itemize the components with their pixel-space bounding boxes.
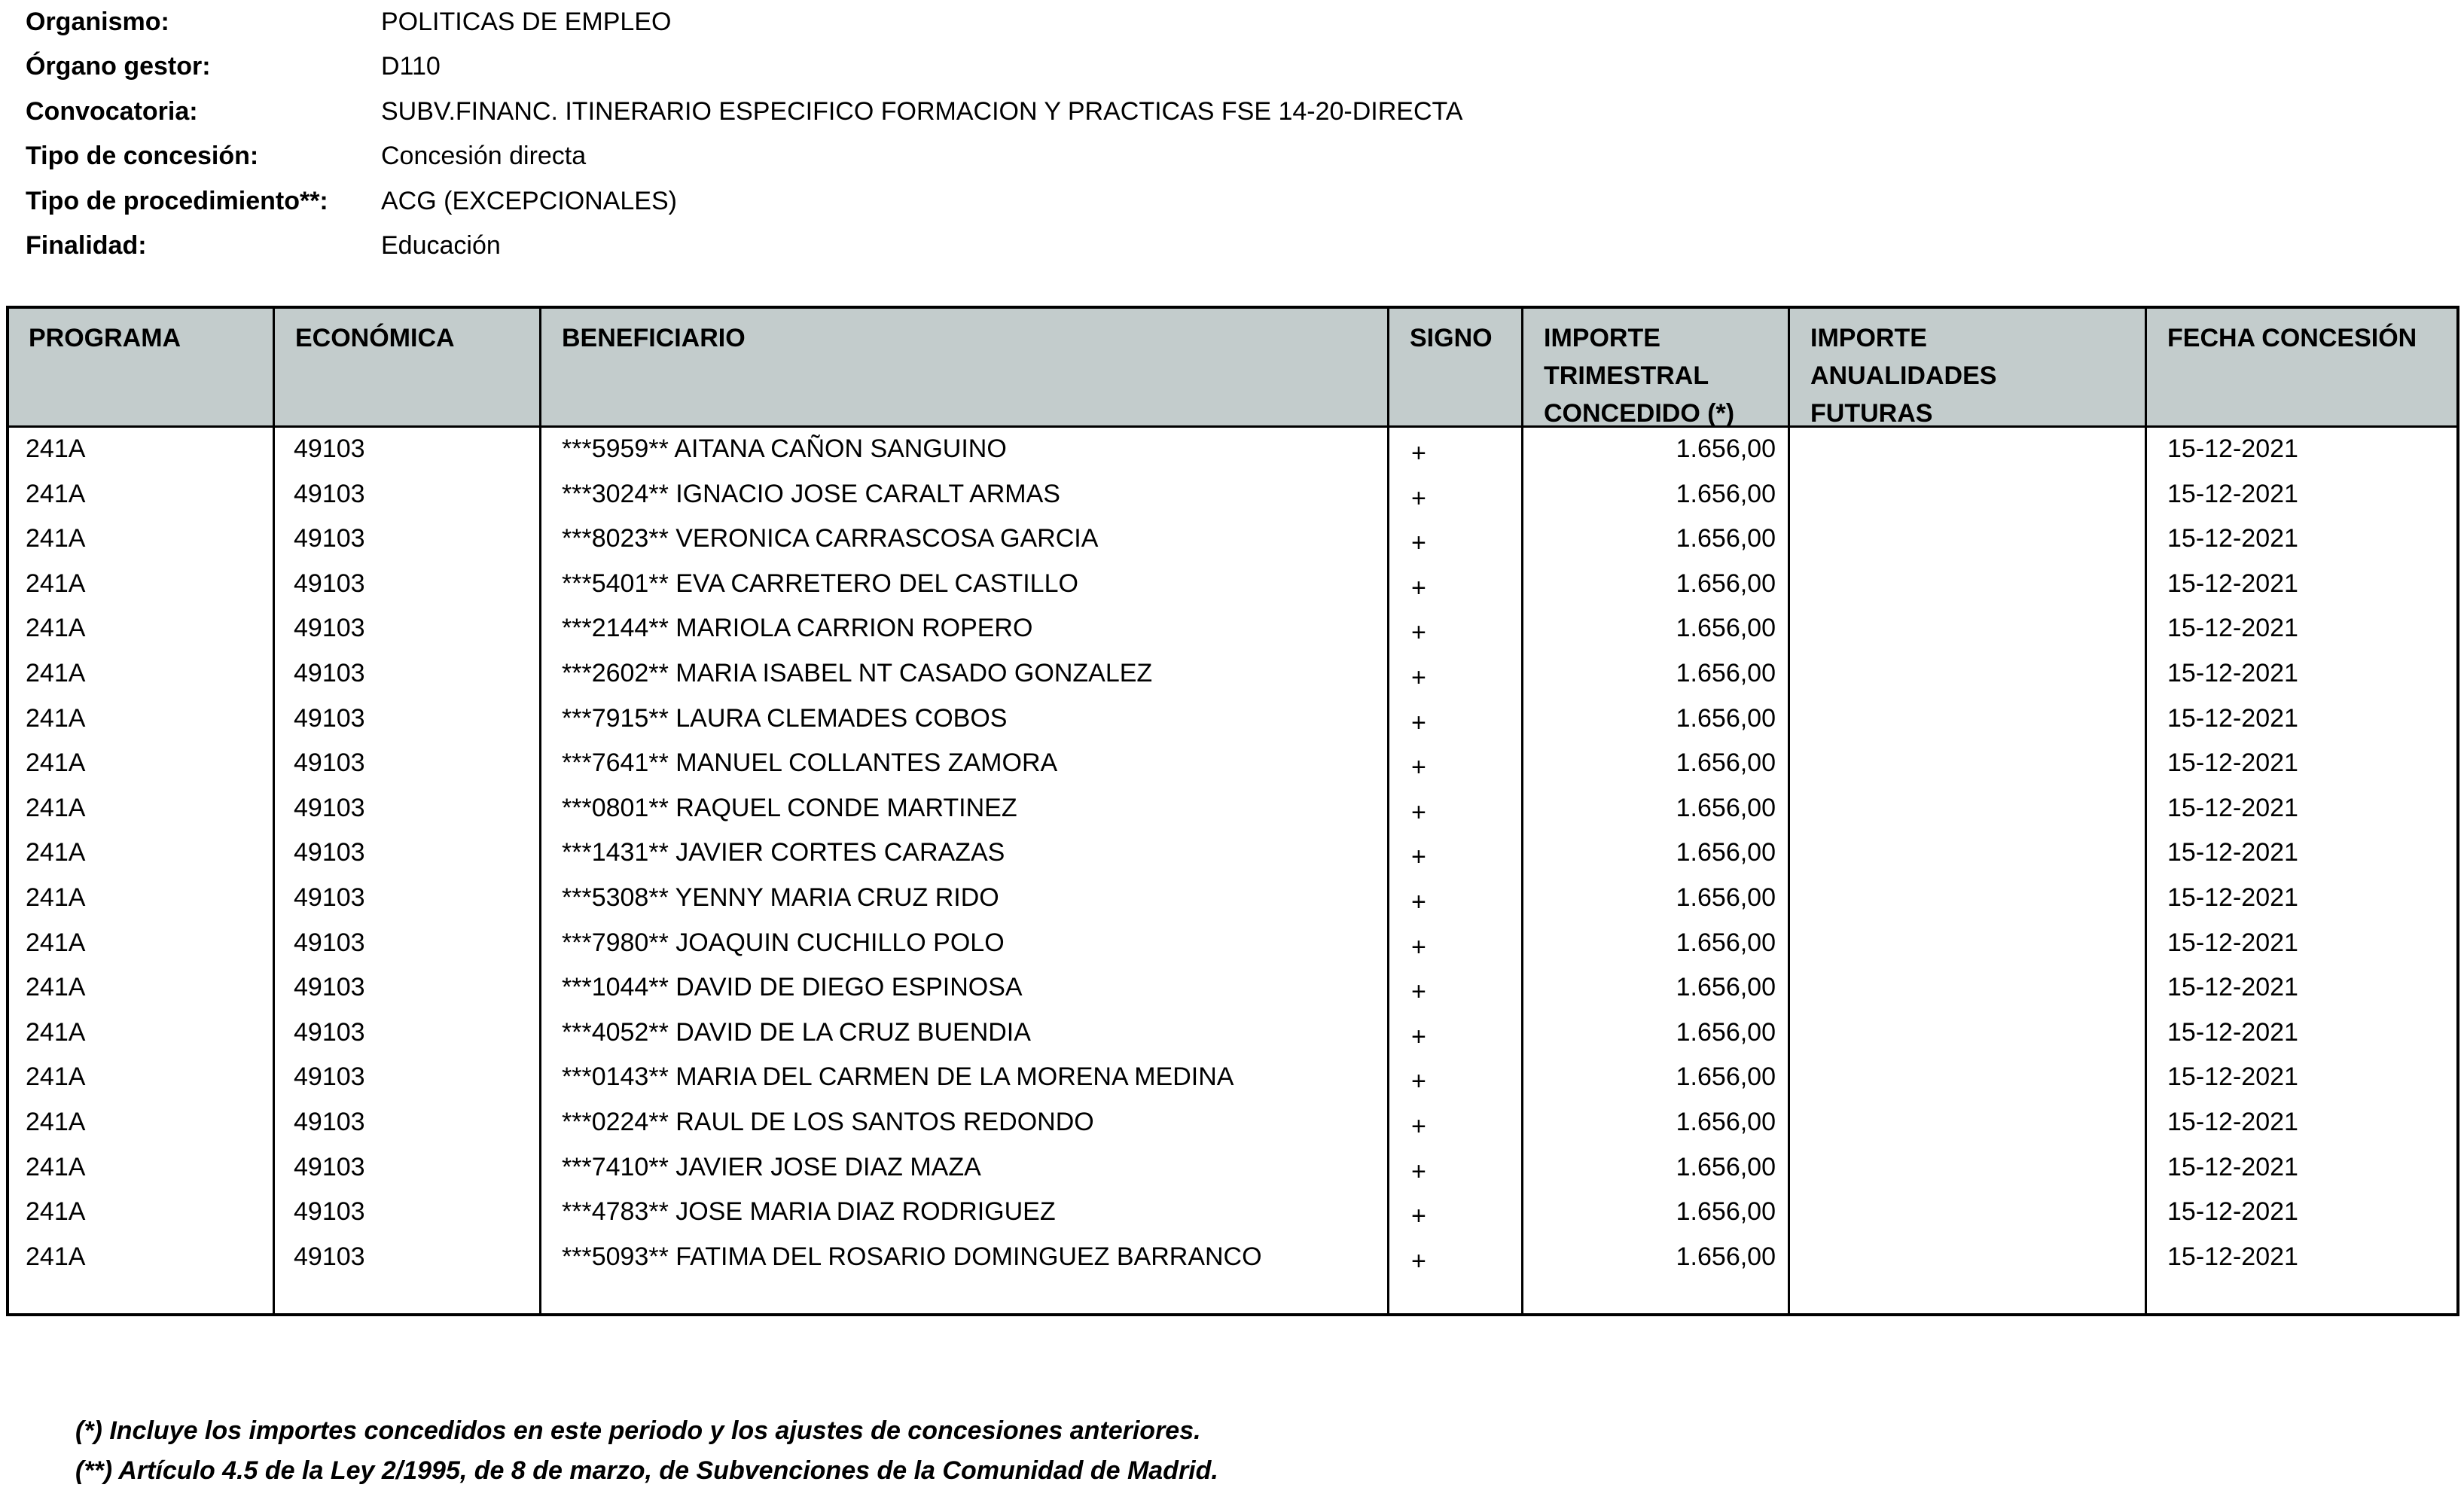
cell-fecha-concesion: 15-12-2021 [2167,928,2298,957]
cell-beneficiario: ***4052** DAVID DE LA CRUZ BUENDIA [562,1017,1031,1047]
table-row [9,1146,2456,1191]
cell-beneficiario: ***5093** FATIMA DEL ROSARIO DOMINGUEZ BARRANCO [562,1242,1262,1271]
cell-economica: 49103 [294,928,365,957]
cell-signo: + [1411,439,1426,468]
cell-importe-trimestral: 1.656,00 [1676,524,1776,553]
cell-fecha-concesion: 15-12-2021 [2167,434,2298,463]
cell-signo: + [1411,1067,1426,1096]
cell-fecha-concesion: 15-12-2021 [2167,748,2298,778]
cell-signo: + [1411,663,1426,692]
cell-programa: 241A [26,1242,86,1271]
cell-fecha-concesion: 15-12-2021 [2167,973,2298,1002]
footnote-ley: (**) Artículo 4.5 de la Ley 2/1995, de 8 de marzo, de Subvenciones de la Comunidad de Madrid. [75,1456,1218,1485]
cell-economica: 49103 [294,703,365,733]
cell-economica: 49103 [294,434,365,463]
grants-table [6,306,2459,1316]
cell-economica: 49103 [294,793,365,822]
cell-economica: 49103 [294,973,365,1002]
cell-importe-trimestral: 1.656,00 [1676,569,1776,598]
cell-economica: 49103 [294,569,365,598]
cell-beneficiario: ***0801** RAQUEL CONDE MARTINEZ [562,793,1017,822]
cell-importe-trimestral: 1.656,00 [1676,1107,1776,1136]
cell-fecha-concesion: 15-12-2021 [2167,479,2298,508]
cell-fecha-concesion: 15-12-2021 [2167,1107,2298,1136]
column-header-signo: SIGNO [1410,324,1493,352]
cell-programa: 241A [26,973,86,1002]
field-value: Concesión directa [381,142,587,171]
table-row [9,1011,2456,1056]
cell-signo: + [1411,887,1426,916]
table-header [9,309,2456,428]
table-row [9,607,2456,652]
cell-economica: 49103 [294,524,365,553]
cell-fecha-concesion: 15-12-2021 [2167,1062,2298,1092]
table-row [9,517,2456,562]
cell-beneficiario: ***7410** JAVIER JOSE DIAZ MAZA [562,1152,981,1181]
table-row [9,1056,2456,1101]
cell-beneficiario: ***7980** JOAQUIN CUCHILLO POLO [562,928,1005,957]
cell-economica: 49103 [294,1062,365,1092]
column-header-programa: PROGRAMA [29,324,181,352]
cell-importe-trimestral: 1.656,00 [1676,614,1776,643]
cell-importe-trimestral: 1.656,00 [1676,973,1776,1002]
cell-programa: 241A [26,703,86,733]
table-row [9,697,2456,742]
cell-signo: + [1411,618,1426,648]
footnote-importes: (*) Incluye los importes concedidos en este periodo y los ajustes de concesiones anteriores. [75,1416,1201,1445]
field-label: Organismo: [26,8,169,36]
table-row [9,473,2456,518]
cell-beneficiario: ***2602** MARIA ISABEL NT CASADO GONZALEZ [562,658,1153,687]
cell-fecha-concesion: 15-12-2021 [2167,614,2298,643]
cell-signo: + [1411,932,1426,962]
cell-programa: 241A [26,658,86,687]
cell-importe-trimestral: 1.656,00 [1676,1242,1776,1271]
cell-economica: 49103 [294,479,365,508]
cell-importe-trimestral: 1.656,00 [1676,658,1776,687]
column-header-beneficiario: BENEFICIARIO [562,324,746,352]
field-value: Educación [381,230,501,260]
cell-economica: 49103 [294,1107,365,1136]
table-row [9,742,2456,787]
cell-programa: 241A [26,614,86,643]
field-value: ACG (EXCEPCIONALES) [381,186,677,215]
cell-economica: 49103 [294,614,365,643]
field-label: Órgano gestor: [26,52,211,81]
cell-signo: + [1411,1111,1426,1141]
cell-signo: + [1411,1246,1426,1276]
cell-beneficiario: ***5308** YENNY MARIA CRUZ RIDO [562,883,999,912]
cell-programa: 241A [26,524,86,553]
cell-signo: + [1411,977,1426,1007]
cell-economica: 49103 [294,1152,365,1181]
cell-programa: 241A [26,928,86,957]
cell-economica: 49103 [294,883,365,912]
cell-beneficiario: ***4783** JOSE MARIA DIAZ RODRIGUEZ [562,1197,1056,1227]
cell-beneficiario: ***1044** DAVID DE DIEGO ESPINOSA [562,973,1023,1002]
cell-economica: 49103 [294,658,365,687]
cell-programa: 241A [26,793,86,822]
cell-fecha-concesion: 15-12-2021 [2167,524,2298,553]
field-label: Convocatoria: [26,96,198,126]
cell-fecha-concesion: 15-12-2021 [2167,1242,2298,1271]
column-header-importe-trimestral: IMPORTE TRIMESTRAL CONCEDIDO (*) [1544,324,1735,428]
cell-beneficiario: ***1431** JAVIER CORTES CARAZAS [562,838,1005,867]
table-row [9,787,2456,832]
table-row [9,876,2456,922]
cell-programa: 241A [26,748,86,778]
table-row [9,652,2456,697]
cell-beneficiario: ***7641** MANUEL COLLANTES ZAMORA [562,748,1058,778]
cell-signo: + [1411,529,1426,558]
cell-programa: 241A [26,479,86,508]
cell-programa: 241A [26,434,86,463]
cell-signo: + [1411,1157,1426,1186]
column-header-importe-anualidades: IMPORTE ANUALIDADES FUTURAS [1810,324,1997,428]
cell-beneficiario: ***7915** LAURA CLEMADES COBOS [562,703,1008,733]
cell-fecha-concesion: 15-12-2021 [2167,569,2298,598]
cell-programa: 241A [26,1062,86,1092]
cell-importe-trimestral: 1.656,00 [1676,1152,1776,1181]
column-header-fecha-concesion: FECHA CONCESIÓN [2167,324,2417,352]
cell-economica: 49103 [294,838,365,867]
cell-beneficiario: ***2144** MARIOLA CARRION ROPERO [562,614,1033,643]
cell-programa: 241A [26,1197,86,1227]
cell-importe-trimestral: 1.656,00 [1676,1017,1776,1047]
column-header-economica: ECONÓMICA [295,324,455,352]
cell-signo: + [1411,708,1426,737]
cell-economica: 49103 [294,1242,365,1271]
table-row [9,562,2456,608]
table-body [9,428,2456,1280]
table-row [9,966,2456,1011]
cell-signo: + [1411,1022,1426,1051]
cell-fecha-concesion: 15-12-2021 [2167,658,2298,687]
cell-economica: 49103 [294,1017,365,1047]
cell-importe-trimestral: 1.656,00 [1676,928,1776,957]
field-label: Tipo de procedimiento**: [26,186,328,215]
cell-beneficiario: ***5959** AITANA CAÑON SANGUINO [562,434,1007,463]
cell-importe-trimestral: 1.656,00 [1676,703,1776,733]
field-label: Finalidad: [26,230,147,260]
cell-fecha-concesion: 15-12-2021 [2167,1017,2298,1047]
cell-importe-trimestral: 1.656,00 [1676,1197,1776,1227]
cell-signo: + [1411,843,1426,872]
cell-importe-trimestral: 1.656,00 [1676,883,1776,912]
cell-signo: + [1411,797,1426,827]
cell-importe-trimestral: 1.656,00 [1676,793,1776,822]
cell-programa: 241A [26,1017,86,1047]
cell-importe-trimestral: 1.656,00 [1676,479,1776,508]
cell-programa: 241A [26,1107,86,1136]
cell-importe-trimestral: 1.656,00 [1676,1062,1776,1092]
cell-beneficiario: ***0224** RAUL DE LOS SANTOS REDONDO [562,1107,1094,1136]
cell-importe-trimestral: 1.656,00 [1676,838,1776,867]
cell-programa: 241A [26,883,86,912]
cell-beneficiario: ***3024** IGNACIO JOSE CARALT ARMAS [562,479,1060,508]
table-row [9,831,2456,876]
cell-fecha-concesion: 15-12-2021 [2167,838,2298,867]
table-row [9,1236,2456,1281]
field-label: Tipo de concesión: [26,142,259,171]
cell-beneficiario: ***0143** MARIA DEL CARMEN DE LA MORENA MEDINA [562,1062,1234,1092]
field-value: POLITICAS DE EMPLEO [381,8,672,36]
cell-signo: + [1411,573,1426,602]
cell-beneficiario: ***8023** VERONICA CARRASCOSA GARCIA [562,524,1099,553]
cell-fecha-concesion: 15-12-2021 [2167,1197,2298,1227]
cell-beneficiario: ***5401** EVA CARRETERO DEL CASTILLO [562,569,1078,598]
cell-importe-trimestral: 1.656,00 [1676,434,1776,463]
cell-economica: 49103 [294,1197,365,1227]
table-row [9,922,2456,967]
cell-fecha-concesion: 15-12-2021 [2167,1152,2298,1181]
cell-signo: + [1411,753,1426,782]
cell-fecha-concesion: 15-12-2021 [2167,793,2298,822]
table-row [9,1190,2456,1236]
field-value: D110 [381,52,441,81]
cell-programa: 241A [26,838,86,867]
footnotes [75,1411,1218,1491]
cell-fecha-concesion: 15-12-2021 [2167,883,2298,912]
cell-economica: 49103 [294,748,365,778]
field-value: SUBV.FINANC. ITINERARIO ESPECIFICO FORMACION Y PRACTICAS FSE 14-20-DIRECTA [381,96,1463,126]
cell-signo: + [1411,483,1426,513]
cell-fecha-concesion: 15-12-2021 [2167,703,2298,733]
table-row [9,428,2456,473]
cell-importe-trimestral: 1.656,00 [1676,748,1776,778]
table-row [9,1101,2456,1146]
cell-programa: 241A [26,1152,86,1181]
cell-programa: 241A [26,569,86,598]
cell-signo: + [1411,1202,1426,1231]
